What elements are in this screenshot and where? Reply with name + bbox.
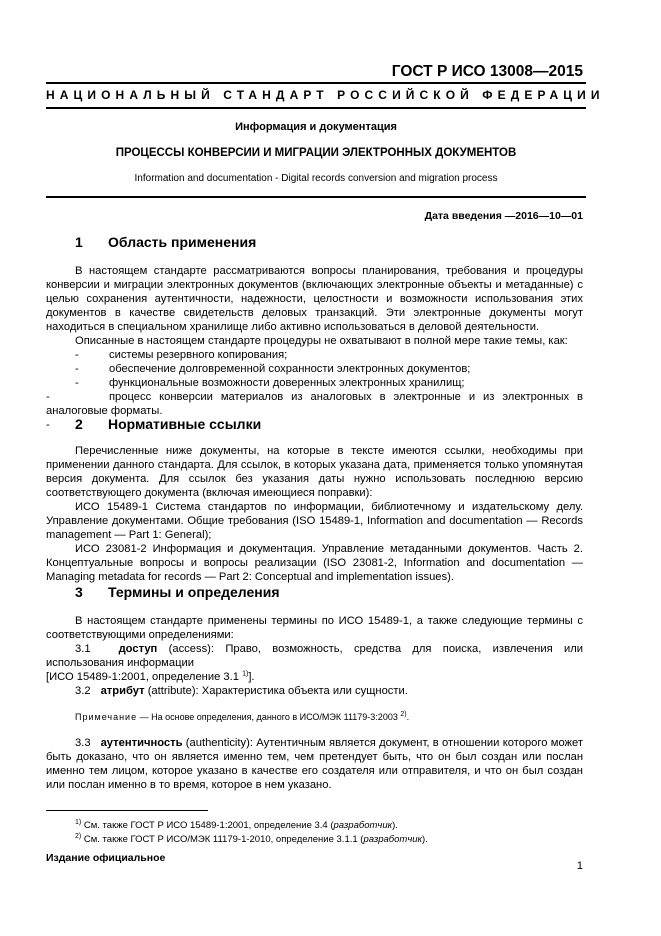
- term-name: аутентичность: [100, 737, 183, 749]
- section-number: 2: [75, 416, 83, 432]
- term-entry-authenticity: 3.3 аутентичность (authenticity): Аутентичным является документ, в отношении которого может быть доказано, что он является именно тем, чем претендует быть, что он был создан или послан именно тем лицом, которое указано в качестве его создателя или отправителя, и что он был создан или послан именно в то время, которое в нем указано.: [46, 737, 583, 791]
- section-1-body: [46, 264, 583, 432]
- document-title-ru: ПРОЦЕССЫ КОНВЕРСИИ И МИГРАЦИИ ЭЛЕКТРОННЫХ ДОКУМЕНТОВ: [115, 147, 517, 159]
- term-name: доступ: [118, 643, 158, 655]
- official-edition-label: Издание официальное: [46, 852, 166, 864]
- list-dash-trailing: -: [46, 419, 50, 431]
- list-item: - процесс конверсии материалов из аналоговых в электронные и из электронных в аналоговые форматы.: [46, 391, 583, 417]
- list-dash: -: [75, 363, 79, 375]
- document-title-en: Information and documentation - Digital records conversion and migration process: [134, 173, 498, 184]
- term-entry-attribute: 3.2 атрибут (attribute): Характеристика объекта или сущности.: [75, 685, 408, 697]
- title-rule: [46, 196, 586, 198]
- section-title: Нормативные ссылки: [108, 416, 262, 432]
- section-number: 3: [75, 584, 83, 600]
- section-2-heading: [75, 416, 261, 432]
- term-note: Примечание — На основе определения, данного в ИСО/МЭК 11179-3:2003 $^{2)}$.: [75, 711, 410, 722]
- reference-item: ИСО 15489-1 Система стандартов по информации, библиотечному и издательскому делу. Управление документами. Общие требования (ISO 15489-1, Information and documentation — Records management — Part 1: General);: [46, 501, 583, 541]
- page-number: 1: [576, 860, 583, 872]
- term-name: атрибут: [100, 685, 145, 697]
- header-rule-top: [46, 82, 586, 84]
- list-item: - системы резервного копирования;: [75, 349, 288, 361]
- header-rule-bottom: [46, 107, 586, 109]
- paragraph: В настоящем стандарте применены термины по ИСО 15489-1, а также следующие термины с соответствующими определениями:: [46, 615, 583, 641]
- footnote-separator: [46, 810, 208, 811]
- paragraph: Перечисленные ниже документы, на которые в тексте имеются ссылки, необходимы при применении данного стандарта. Для ссылок, в которых указана дата, применяется только упомянутая версия документа. Для ссылок без указания даты нужно использовать последнюю версию соответствующего документа (включая имеющиеся поправки):: [46, 445, 583, 499]
- national-standard-banner: НАЦИОНАЛЬНЫЙ СТАНДАРТ РОССИЙСКОЙ ФЕДЕРАЦИИ: [46, 88, 605, 102]
- section-title: Термины и определения: [108, 584, 280, 600]
- section-number: 1: [75, 234, 83, 250]
- section-2-body: [46, 444, 583, 584]
- list-dash: -: [75, 349, 79, 361]
- introduction-date: Дата введения —2016—10—01: [424, 210, 583, 222]
- list-item: - обеспечение долговременной сохранности электронных документов;: [75, 363, 471, 375]
- list-dash: -: [46, 391, 50, 403]
- paragraph: Описанные в настоящем стандарте процедуры не охватывают в полной мере такие темы, как:: [75, 335, 568, 347]
- section-1-heading: [75, 234, 256, 250]
- section-3-heading: [75, 584, 280, 600]
- footnote-1: $^{1)}$ См. также ГОСТ Р ИСО 15489-1:2001, определение 3.4 (разработчик).: [75, 818, 398, 831]
- term-number: 3.1: [75, 643, 91, 655]
- reference-item: ИСО 23081-2 Информация и документация. Управление метаданными документов. Часть 2. Концептуальные вопросы и вопросы реализации (ISO 23081-2, Information and documentation — Managing metadata for records — Part 2: Conceptual and implementation issues).: [46, 543, 583, 583]
- section-title: Область применения: [108, 234, 257, 250]
- term-entry-access: 3.1 доступ (access): Право, возможность, средства для поиска, извлечения или использования информации: [46, 643, 584, 669]
- paragraph: В настоящем стандарте рассматриваются вопросы планирования, требования и процедуры конверсии и миграции электронных документов (включающих электронные объекты и метаданные) с целью сохранения аутентичности, надежности, целостности и возможности использования этих документов в качестве свидетельств деловых транзакций. Эти электронные документы могут находиться в специальном хранилище либо активно использоваться в деловой деятельности.: [46, 265, 583, 333]
- note-label: Примечание: [75, 712, 138, 722]
- footnote-ref: 2): [400, 711, 407, 718]
- footnote-2: $^{2)}$ См. также ГОСТ Р ИСО/МЭК 11179-1-2010, определение 3.1.1 (разработчик).: [75, 832, 428, 845]
- list-dash: -: [75, 377, 79, 389]
- subject-heading: Информация и документация: [235, 121, 397, 133]
- section-3-body: [46, 614, 583, 792]
- term-source: [ИСО 15489-1:2001, определение 3.1 $^{1)}$].: [46, 670, 255, 683]
- term-number: 3.2: [75, 685, 91, 697]
- footnote-ref: 1): [242, 670, 249, 678]
- document-number: ГОСТ Р ИСО 13008—2015: [391, 63, 583, 80]
- term-number: 3.3: [75, 737, 91, 749]
- list-item: - функциональные возможности доверенных электронных хранилищ;: [75, 377, 465, 389]
